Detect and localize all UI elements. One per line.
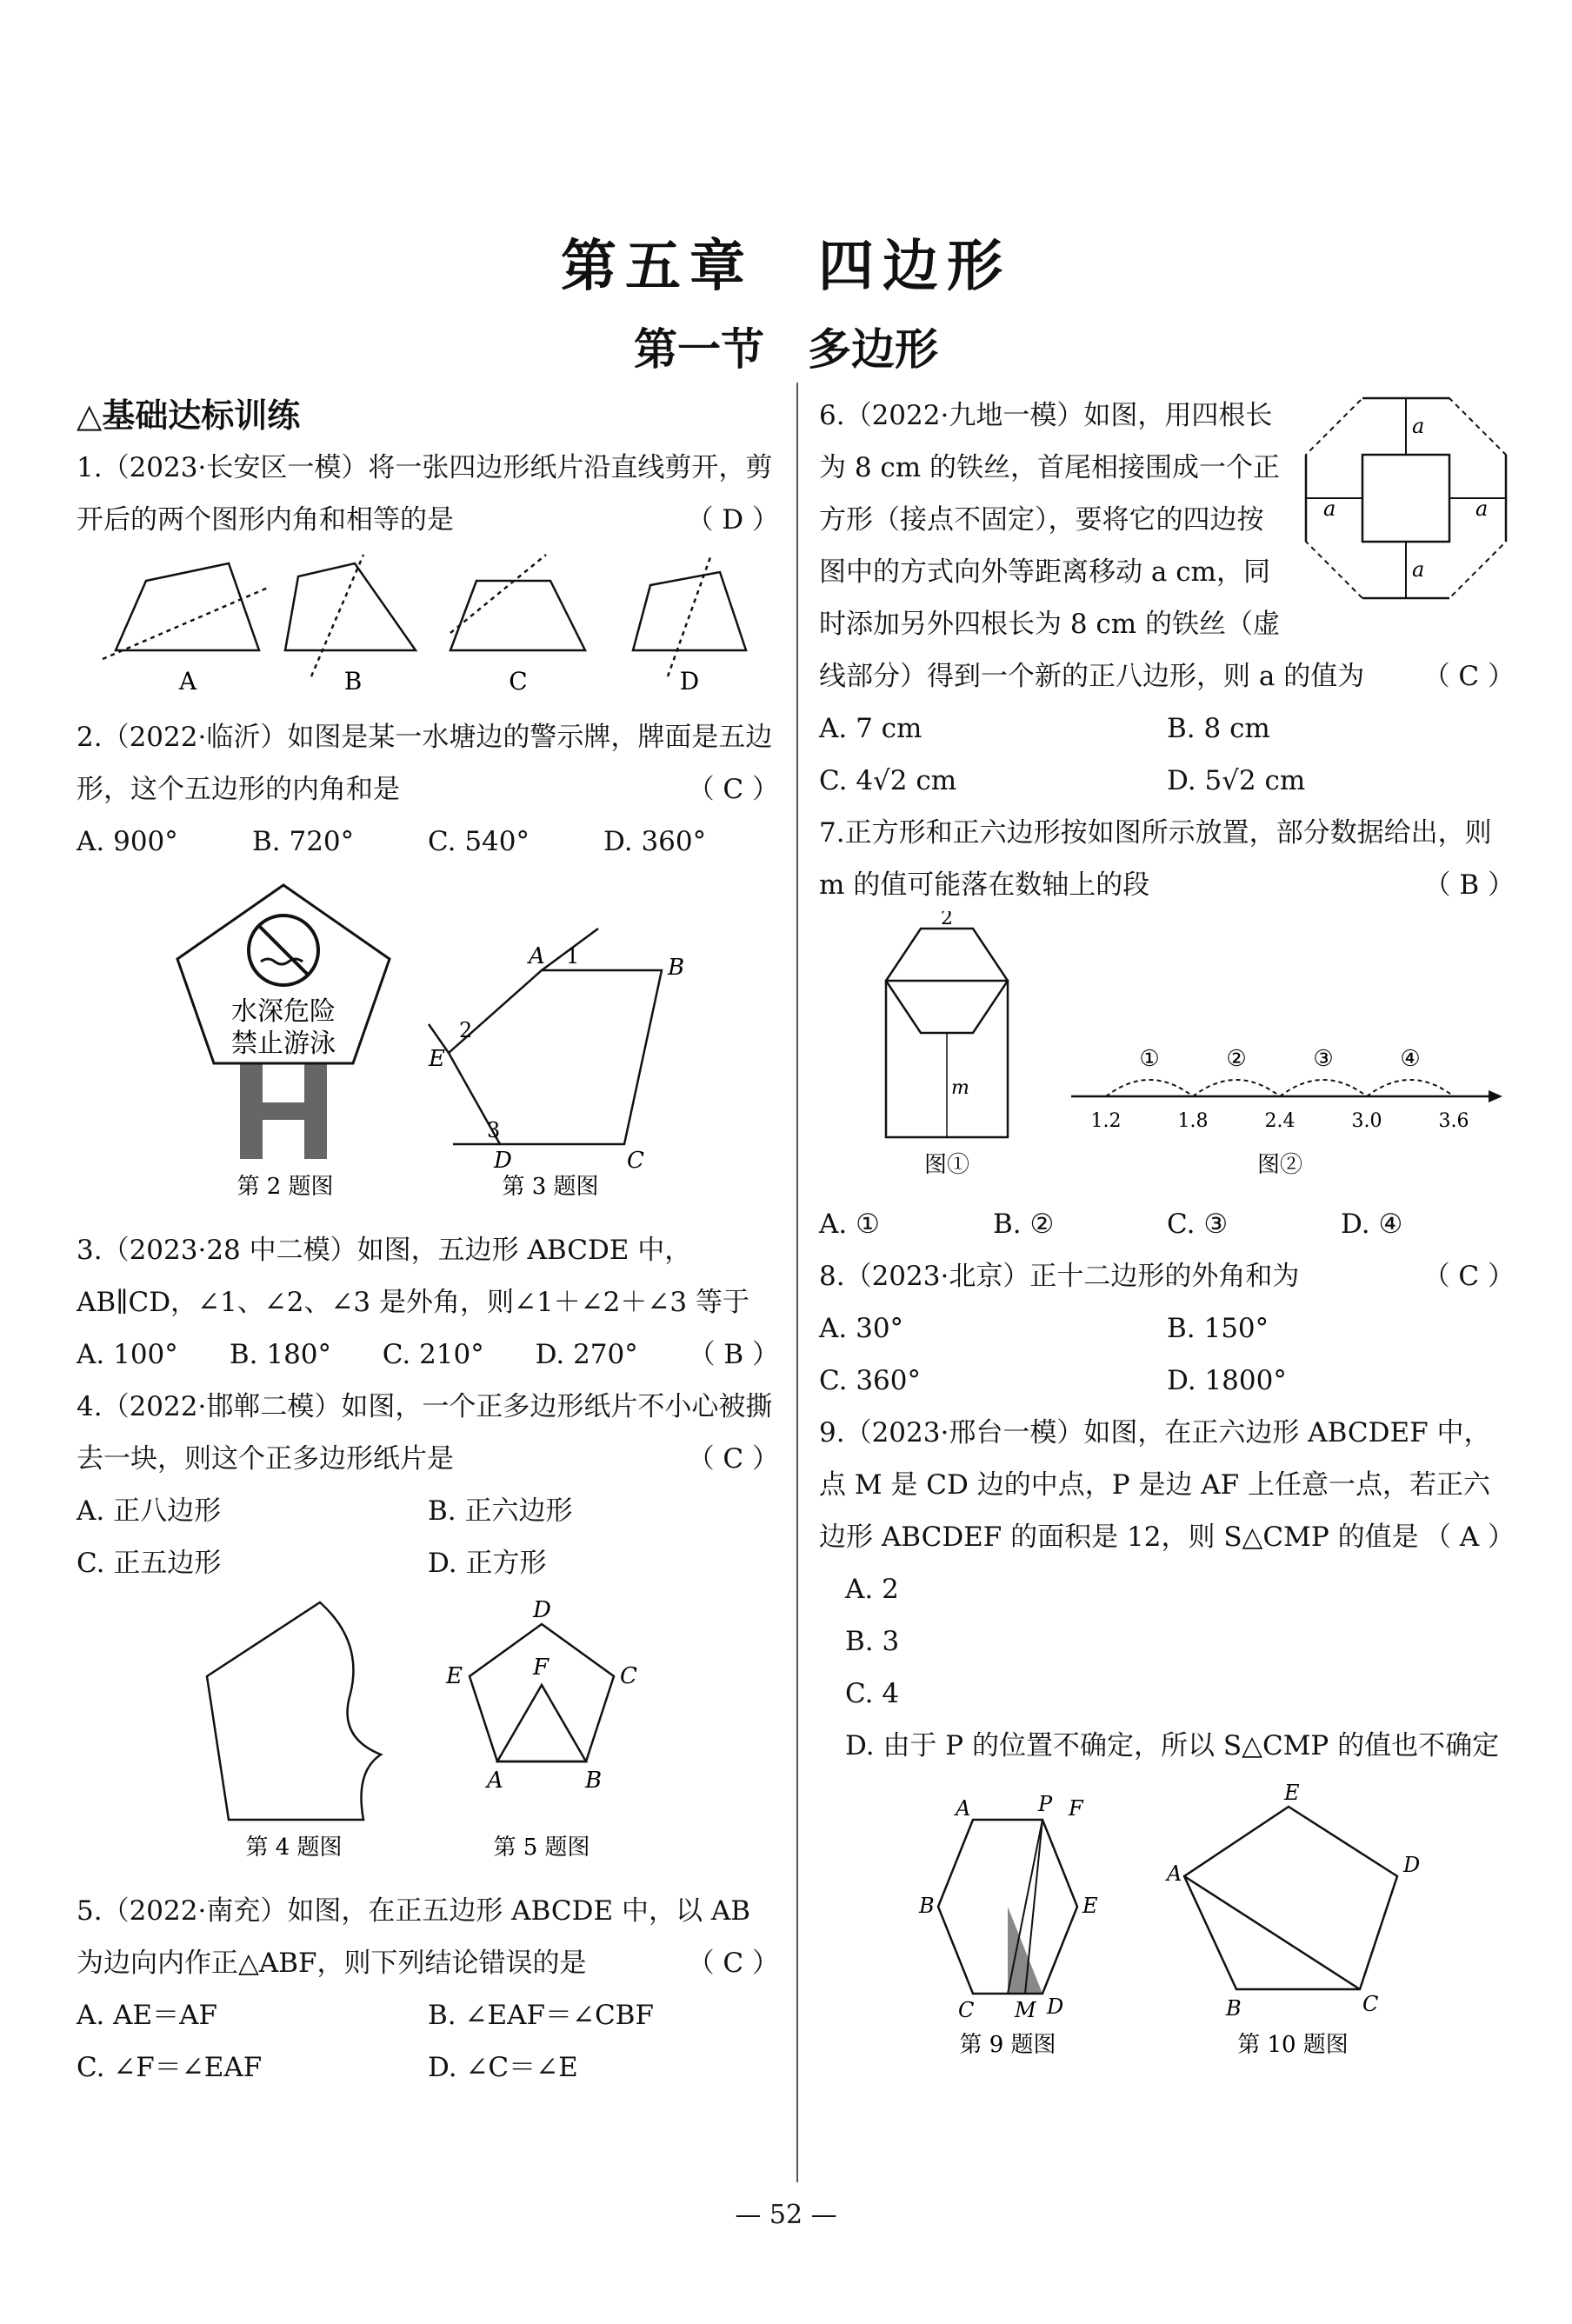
- q8-text: 8.（2023·北京）正十二边形的外角和为: [819, 1261, 1300, 1292]
- sign-line-1: 水深危险: [231, 996, 336, 1027]
- fig10-label-e: E: [1284, 1781, 1300, 1805]
- column-divider: [796, 383, 798, 2182]
- q2-q3-figures: [77, 868, 779, 1207]
- q1-fig-a: [116, 563, 259, 650]
- q9-option-d: D. 由于 P 的位置不确定，所以 S△CMP 的值也不确定: [845, 1730, 1500, 1761]
- fig5-pentagon: [470, 1624, 614, 1761]
- fig3-angle-3: 3: [487, 1118, 501, 1142]
- q1-label-b: B: [343, 667, 363, 694]
- fig3-label-e: E: [429, 1046, 445, 1072]
- q7-tick-2: 1.8: [1177, 1110, 1209, 1132]
- fig9-caption: 第 9 题图: [959, 2032, 1056, 2058]
- fig5-label-f: F: [533, 1655, 550, 1681]
- q8-option-b: B. 150°: [1167, 1313, 1269, 1344]
- section-label: △基础达标训练: [77, 396, 301, 435]
- q6-square: [1362, 455, 1449, 542]
- q5-answer: （ C ）: [687, 1948, 779, 1979]
- q7-tick-3: 2.4: [1264, 1110, 1296, 1132]
- q7-fig1-caption: 图①: [923, 1152, 970, 1178]
- fig3-angle-1: 1: [566, 944, 580, 969]
- q9-answer: （ A ）: [1423, 1522, 1515, 1553]
- q8-answer: （ C ）: [1422, 1261, 1515, 1292]
- q8-option-d: D. 1800°: [1167, 1365, 1287, 1396]
- q6-option-c: C. 4√2 cm: [819, 765, 957, 796]
- fig4-torn-polygon: [207, 1602, 381, 1820]
- q4-option-d: D. 正方形: [428, 1548, 547, 1579]
- q7-option-b: B. ②: [993, 1209, 1055, 1240]
- q1-fig-d: [633, 572, 746, 650]
- fig9-hexagon: [938, 1820, 1077, 1994]
- q6-figure: [1297, 390, 1515, 616]
- q2-option-c: C. 540°: [428, 826, 530, 857]
- q7-seg-1: ①: [1139, 1046, 1160, 1072]
- fig10-pentagon: [1184, 1807, 1397, 1989]
- q7-option-d: D. ④: [1341, 1209, 1403, 1240]
- fig9-label-f: F: [1069, 1796, 1083, 1821]
- q6-label-a-right: a: [1475, 496, 1489, 521]
- q4-text: 4.（2022·邯郸二模）如图，一个正多边形纸片不小心被撕去一块，则这个正多边形纸片是: [77, 1391, 773, 1475]
- fig10-label-c: C: [1362, 1992, 1379, 2016]
- q9-option-b: B. 3: [845, 1626, 900, 1657]
- q3-option-b: B. 180°: [229, 1339, 332, 1370]
- q7-tick-4: 3.0: [1351, 1110, 1382, 1132]
- q7-tick-5: 3.6: [1438, 1110, 1469, 1132]
- q2-option-a: A. 900°: [77, 826, 178, 857]
- q5-option-a: A. AE＝AF: [77, 2000, 218, 2031]
- question-8: [819, 1250, 1515, 1407]
- q1-figures: [77, 546, 779, 694]
- question-3: [77, 1224, 779, 1381]
- q6-answer: （ C ）: [1422, 661, 1515, 692]
- q8-option-c: C. 360°: [819, 1365, 921, 1396]
- fig5-label-b: B: [585, 1768, 603, 1794]
- question-4: [77, 1381, 779, 1885]
- q6-label-a-top: a: [1412, 414, 1425, 438]
- fig9-label-a: A: [956, 1796, 971, 1821]
- q7-fig1-top-label: 2: [941, 911, 953, 929]
- q1-label-a: A: [178, 667, 197, 694]
- question-9: [819, 1407, 1515, 2085]
- q6-option-a: A. 7 cm: [819, 713, 923, 744]
- q3-option-d: D. 270°: [535, 1339, 638, 1370]
- q7-tick-1: 1.2: [1090, 1110, 1122, 1132]
- q6-option-d: D. 5√2 cm: [1167, 765, 1306, 796]
- q1-fig-b: [285, 563, 416, 650]
- q6-label-a-bottom: a: [1412, 557, 1425, 582]
- fig9-label-c: C: [958, 1998, 975, 2022]
- q4-option-c: C. 正五边形: [77, 1548, 222, 1579]
- q7-text: 7.正方形和正六边形按如图所示放置，部分数据给出，则 m 的值可能落在数轴上的段: [819, 817, 1492, 901]
- q1-label-d: D: [679, 667, 700, 694]
- question-6: [819, 390, 1515, 807]
- sign-line-2: 禁止游泳: [231, 1029, 336, 1059]
- fig10-caption: 第 10 题图: [1237, 2032, 1349, 2058]
- fig10-label-d: D: [1403, 1853, 1421, 1877]
- q6-option-b: B. 8 cm: [1167, 713, 1270, 744]
- fig3-angle-2: 2: [459, 1018, 473, 1042]
- q6-text: 6.（2022·九地一模）如图，用四根长为 8 cm 的铁丝，首尾相接围成一个正方形（接点不固定），要将它的四边按图中的方式向外等距离移动 a cm，同时添加另外四根长为 8 cm 的铁丝（虚线部分）得到一个新的正八边形，则 a 的值为: [819, 400, 1365, 692]
- fig9-label-m: M: [1015, 1998, 1036, 2022]
- q2-text: 2.（2022·临沂）如图是某一水塘边的警示牌，牌面是五边形，这个五边形的内角和是: [77, 722, 773, 805]
- q9-option-c: C. 4: [845, 1678, 900, 1709]
- fig9-label-e: E: [1082, 1894, 1098, 1918]
- q3-answer: （ B ）: [688, 1339, 779, 1370]
- fig2-caption: 第 2 题图: [236, 1174, 334, 1200]
- question-1: [77, 442, 779, 711]
- q7-seg-3: ③: [1313, 1046, 1334, 1072]
- fig3-label-b: B: [668, 955, 685, 981]
- fig9-label-d: D: [1047, 1994, 1064, 2019]
- q7-number-line: [1071, 1080, 1502, 1102]
- fig5-label-c: C: [620, 1663, 637, 1689]
- fig3-label-c: C: [627, 1148, 644, 1174]
- fig5-label-d: D: [533, 1597, 551, 1623]
- q5-option-b: B. ∠EAF＝∠CBF: [428, 2000, 654, 2031]
- q4-q5-figures: [77, 1589, 779, 1868]
- q6-label-a-left: a: [1323, 496, 1336, 521]
- fig5-caption: 第 5 题图: [493, 1835, 590, 1861]
- question-7: [819, 807, 1515, 1250]
- question-5: [77, 1885, 779, 2094]
- q7-seg-4: ④: [1400, 1046, 1421, 1072]
- q3-option-a: A. 100°: [77, 1339, 178, 1370]
- q8-option-a: A. 30°: [819, 1313, 904, 1344]
- fig4-caption: 第 4 题图: [245, 1835, 343, 1861]
- page-number: — 52 —: [735, 2200, 837, 2230]
- q2-option-b: B. 720°: [252, 826, 355, 857]
- q2-option-d: D. 360°: [603, 826, 707, 857]
- left-column: [77, 390, 779, 2094]
- q1-label-c: C: [509, 667, 528, 694]
- fig9-label-b: B: [919, 1894, 935, 1918]
- fig10-label-a: A: [1167, 1861, 1182, 1886]
- q4-option-a: A. 正八边形: [77, 1495, 222, 1527]
- q9-option-a: A. 2: [845, 1574, 899, 1605]
- right-column: [819, 390, 1515, 2085]
- fig3-caption: 第 3 题图: [502, 1174, 599, 1200]
- q9-text: 9.（2023·邢台一模）如图，在正六边形 ABCDEF 中，点 M 是 CD 边的中点，P 是边 AF 上任意一点，若正六边形 ABCDEF 的面积是 12，则 S△CMP 的值是: [819, 1417, 1491, 1553]
- chapter-title: 第五章 四边形: [561, 234, 1011, 299]
- q9-q10-figures: [819, 1772, 1515, 2068]
- q4-answer: （ C ）: [687, 1443, 779, 1475]
- q3-option-c: C. 210°: [382, 1339, 484, 1370]
- q7-fig1: [886, 929, 1008, 1137]
- q7-fig1-m-label: m: [951, 1077, 969, 1099]
- q7-seg-2: ②: [1226, 1046, 1247, 1072]
- fig3-label-a: A: [529, 943, 545, 969]
- section-title: 第一节 多边形: [634, 323, 938, 375]
- q5-option-c: C. ∠F＝∠EAF: [77, 2052, 263, 2083]
- question-2: [77, 711, 779, 1224]
- fig3-label-d: D: [494, 1148, 512, 1174]
- q5-text: 5.（2022·南充）如图，在正五边形 ABCDE 中，以 AB 为边向内作正△ABF，则下列结论错误的是: [77, 1895, 750, 1979]
- fig5-label-e: E: [446, 1663, 463, 1689]
- fig10-label-b: B: [1226, 1996, 1242, 2021]
- q2-answer: （ C ）: [687, 774, 779, 805]
- q3-text: 3.（2023·28 中二模）如图，五边形 ABCDE 中，AB∥CD，∠1、∠2、∠3 是外角，则∠1＋∠2＋∠3 等于: [77, 1235, 749, 1318]
- fig9-label-p: P: [1038, 1792, 1053, 1816]
- q7-figures: [819, 911, 1515, 1181]
- q7-option-a: A. ①: [819, 1209, 880, 1240]
- q4-option-b: B. 正六边形: [428, 1495, 573, 1527]
- q7-fig2-caption: 图②: [1256, 1152, 1303, 1178]
- fig5-label-a: A: [487, 1768, 503, 1794]
- q7-option-c: C. ③: [1167, 1209, 1229, 1240]
- q7-answer: （ B ）: [1423, 869, 1515, 901]
- q1-text: 1.（2023·长安区一模）将一张四边形纸片沿直线剪开，剪开后的两个图形内角和相等的是: [77, 452, 773, 536]
- q5-option-d: D. ∠C＝∠E: [428, 2052, 578, 2083]
- q1-answer: （ D ）: [686, 504, 779, 536]
